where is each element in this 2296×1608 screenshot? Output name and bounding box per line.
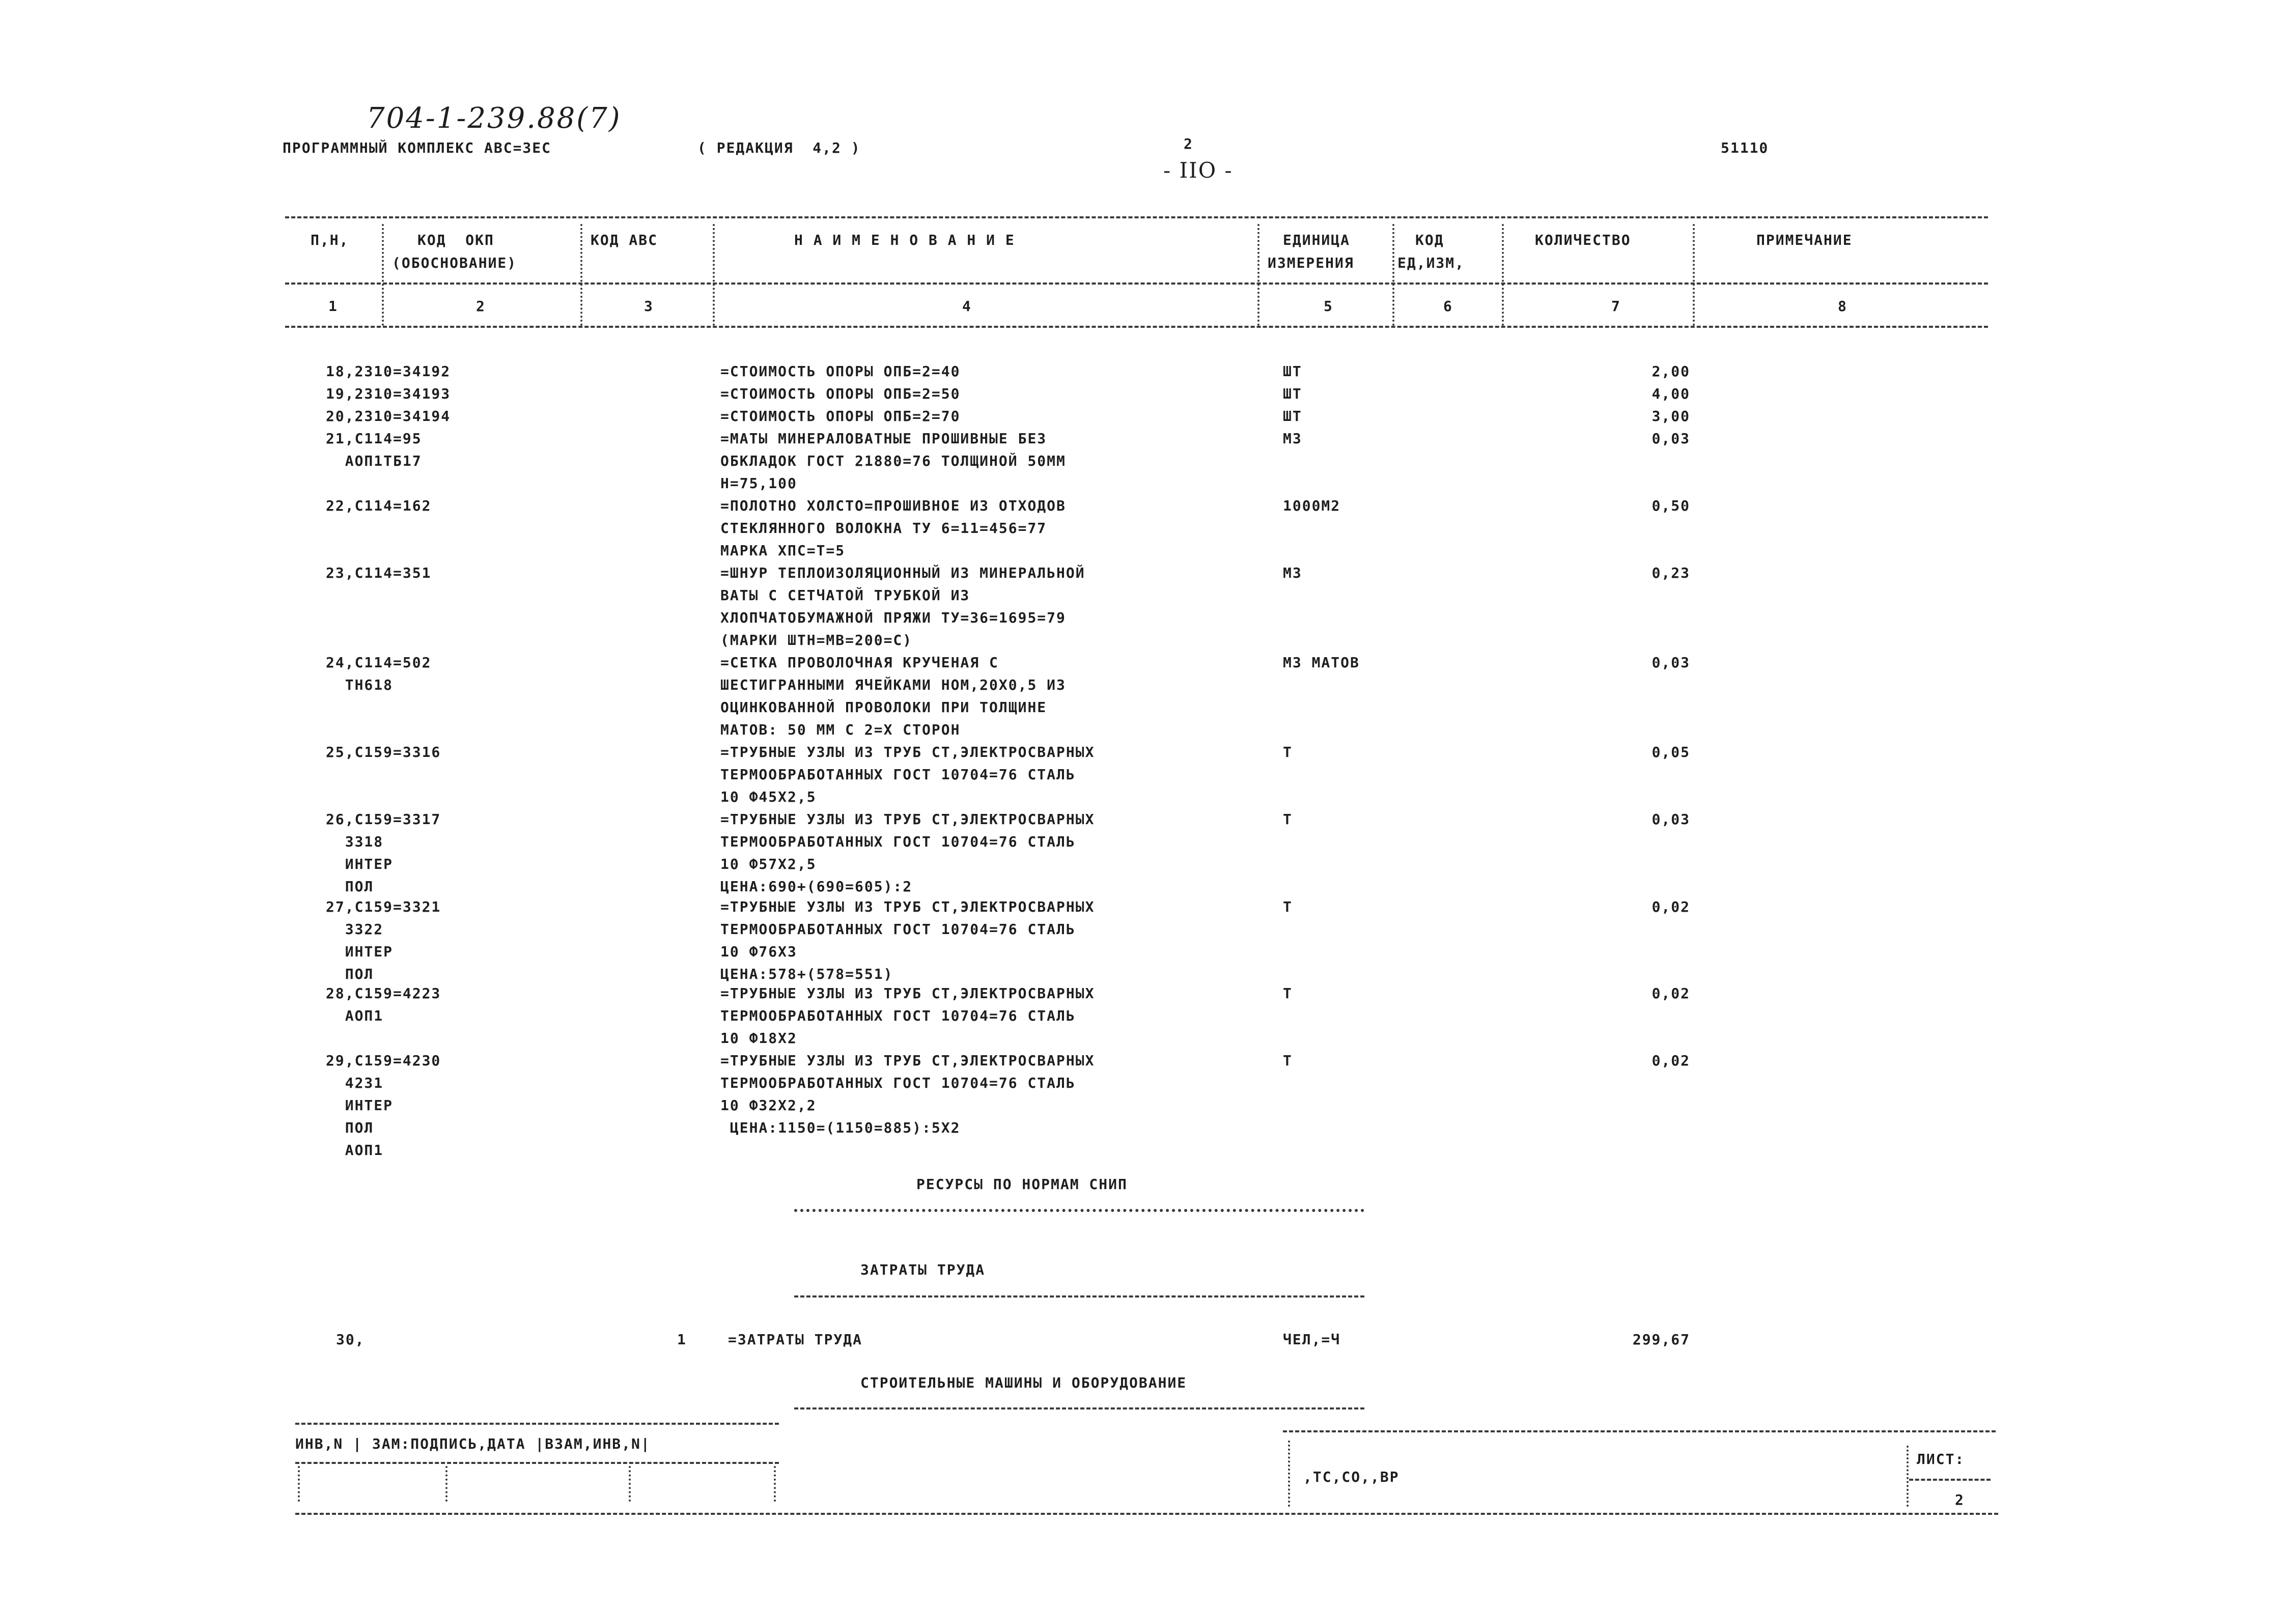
column-header-unit: ЕДИНИЦА xyxy=(1283,232,1351,248)
unit: Т xyxy=(1283,985,1293,1002)
position-code: 28,С159=4223 xyxy=(326,985,441,1002)
column-header-qty: КОЛИЧЕСТВО xyxy=(1535,232,1631,248)
position-code: 23,С114=351 xyxy=(326,565,432,581)
item-name-line: ОБКЛАДОК ГОСТ 21880=76 ТОЛЩИНОЙ 50ММ xyxy=(720,453,1066,469)
sheet-rule xyxy=(1909,1479,1991,1481)
item-name-line: ТЕРМООБРАБОТАННЫХ ГОСТ 10704=76 СТАЛЬ xyxy=(720,833,1076,850)
item-name-line: ЦЕНА:690+(690=605):2 xyxy=(720,878,913,895)
stamp-header: ИНВ,N | ЗАМ:ПОДПИСЬ,ДАТА |ВЗАМ,ИНВ,N| xyxy=(295,1435,651,1452)
quantity: 0,03 xyxy=(1651,430,1690,447)
item-name-line: МАТОВ: 50 ММ С 2=Х СТОРОН xyxy=(720,721,961,738)
quantity: 0,05 xyxy=(1651,744,1690,760)
col-sep xyxy=(1392,224,1394,326)
column-header-note: ПРИМЕЧАНИЕ xyxy=(1756,232,1853,248)
item-name: =ЗАТРАТЫ ТРУДА xyxy=(728,1331,863,1348)
column-header-code-sub: ЕД,ИЗМ, xyxy=(1397,255,1465,271)
program-line: ПРОГРАММНЫЙ КОМПЛЕКС АВС=ЗЕС xyxy=(283,139,552,156)
item-name-line: ВАТЫ С СЕТЧАТОЙ ТРУБКОЙ ИЗ xyxy=(720,587,970,604)
unit: Т xyxy=(1283,744,1293,760)
item-name-line: ШЕСТИГРАННЫМИ ЯЧЕЙКАМИ НОМ,20Х0,5 ИЗ xyxy=(720,676,1066,693)
item-name-line: ХЛОПЧАТОБУМАЖНОЙ ПРЯЖИ ТУ=36=1695=79 xyxy=(720,609,1066,626)
item-name-line: Н=75,100 xyxy=(720,475,797,492)
column-number: 6 xyxy=(1443,298,1453,315)
item-name: =ТРУБНЫЕ УЗЛЫ ИЗ ТРУБ СТ,ЭЛЕКТРОСВАРНЫХ xyxy=(720,811,1095,828)
abc-code: 1 xyxy=(677,1331,687,1348)
col-sep xyxy=(1502,224,1504,326)
title-block-sep xyxy=(1288,1441,1290,1507)
section-rule xyxy=(794,1407,1364,1409)
sheet-label: ЛИСТ: xyxy=(1917,1451,1965,1468)
item-name: =ТРУБНЫЕ УЗЛЫ ИЗ ТРУБ СТ,ЭЛЕКТРОСВАРНЫХ xyxy=(720,898,1095,915)
column-number: 2 xyxy=(476,298,486,315)
document-number: 51110 xyxy=(1721,139,1769,156)
column-header-okp-sub: (ОБОСНОВАНИЕ) xyxy=(392,255,517,271)
unit: 1000М2 xyxy=(1283,497,1341,514)
position-basis: ПОЛ xyxy=(326,878,374,895)
col-sep xyxy=(713,224,715,326)
position-basis: ТН618 xyxy=(326,676,394,693)
column-header-okp: КОД ОКП xyxy=(417,232,494,248)
col-sep xyxy=(580,224,582,326)
position-code: 22,С114=162 xyxy=(326,497,432,514)
table-rule-top xyxy=(285,216,1988,218)
column-number: 7 xyxy=(1611,298,1621,315)
position-basis: ИНТЕР xyxy=(326,856,394,872)
quantity: 0,02 xyxy=(1651,985,1690,1002)
stamp-sep xyxy=(774,1466,776,1502)
position-basis: ПОЛ xyxy=(326,966,374,982)
item-name-line: ЦЕНА:578+(578=551) xyxy=(720,966,893,982)
unit: Т xyxy=(1283,811,1293,828)
item-name-line: 10 Ф76Х3 xyxy=(720,943,797,960)
unit: Т xyxy=(1283,1052,1293,1069)
item-name: =СЕТКА ПРОВОЛОЧНАЯ КРУЧЕНАЯ С xyxy=(720,654,999,671)
position-code: 20,2310=34194 xyxy=(326,408,451,425)
position-basis: ИНТЕР xyxy=(326,1097,394,1114)
item-name-line: (МАРКИ ШТН=МВ=200=С) xyxy=(720,632,913,648)
section-title-resources: РЕСУРСЫ ПО НОРМАМ СНИП xyxy=(916,1176,1128,1193)
unit: Т xyxy=(1283,898,1293,915)
unit: М3 xyxy=(1283,565,1302,581)
item-name-line: 10 Ф32Х2,2 xyxy=(720,1097,817,1114)
unit: ШТ xyxy=(1283,408,1302,425)
unit: М3 МАТОВ xyxy=(1283,654,1360,671)
unit: М3 xyxy=(1283,430,1302,447)
column-number: 8 xyxy=(1838,298,1847,315)
item-name: =ТРУБНЫЕ УЗЛЫ ИЗ ТРУБ СТ,ЭЛЕКТРОСВАРНЫХ xyxy=(720,744,1095,760)
stamp-rule xyxy=(295,1462,779,1464)
table-rule-numbers-bottom xyxy=(285,326,1988,328)
position-basis: ПОЛ xyxy=(326,1119,374,1136)
quantity: 2,00 xyxy=(1651,363,1690,380)
item-name-line: 10 Ф57Х2,5 xyxy=(720,856,817,872)
column-header-name: Н А И М Е Н О В А Н И Е xyxy=(794,232,1015,248)
position-basis: 3318 xyxy=(326,833,384,850)
stamp-sep xyxy=(298,1466,300,1502)
col-sep xyxy=(1257,224,1259,326)
item-name: =ПОЛОТНО ХОЛСТО=ПРОШИВНОЕ ИЗ ОТХОДОВ xyxy=(720,497,1066,514)
section-rule xyxy=(794,1295,1364,1297)
quantity: 0,50 xyxy=(1651,497,1690,514)
quantity: 0,03 xyxy=(1651,654,1690,671)
position-basis: ИНТЕР xyxy=(326,943,394,960)
position-basis: 3322 xyxy=(326,921,384,938)
title-block-rule xyxy=(1283,1430,1996,1432)
quantity: 3,00 xyxy=(1651,408,1690,425)
item-name-line: 10 Ф18Х2 xyxy=(720,1030,797,1047)
section-title-machines: СТРОИТЕЛЬНЫЕ МАШИНЫ И ОБОРУДОВАНИЕ xyxy=(860,1374,1187,1391)
item-name: =СТОИМОСТЬ ОПОРЫ ОПБ=2=70 xyxy=(720,408,961,425)
item-name: =МАТЫ МИНЕРАЛОВАТНЫЕ ПРОШИВНЫЕ БЕЗ xyxy=(720,430,1047,447)
column-number: 4 xyxy=(962,298,972,315)
position-code: 21,С114=95 xyxy=(326,430,422,447)
stamp-rule xyxy=(295,1423,779,1425)
column-header-pn: П,Н, xyxy=(311,232,349,248)
column-number: 5 xyxy=(1324,298,1333,315)
quantity: 0,03 xyxy=(1651,811,1690,828)
position-code: 27,С159=3321 xyxy=(326,898,441,915)
position-code: 30, xyxy=(336,1331,365,1348)
quantity: 0,02 xyxy=(1651,1052,1690,1069)
item-name: =ТРУБНЫЕ УЗЛЫ ИЗ ТРУБ СТ,ЭЛЕКТРОСВАРНЫХ xyxy=(720,985,1095,1002)
column-header-code: КОД xyxy=(1415,232,1444,248)
item-name-line: ЦЕНА:1150=(1150=885):5Х2 xyxy=(720,1119,961,1136)
position-code: 24,С114=502 xyxy=(326,654,432,671)
position-basis: АОП1ТБ17 xyxy=(326,453,422,469)
stamp-sep xyxy=(445,1466,447,1502)
item-name-line: ТЕРМООБРАБОТАННЫХ ГОСТ 10704=76 СТАЛЬ xyxy=(720,1075,1076,1091)
quantity: 4,00 xyxy=(1651,385,1690,402)
unit: ШТ xyxy=(1283,363,1302,380)
col-sep xyxy=(1693,224,1695,326)
unit: ЧЕЛ,=Ч xyxy=(1283,1331,1341,1348)
position-basis: АОП1 xyxy=(326,1007,384,1024)
unit: ШТ xyxy=(1283,385,1302,402)
item-name-line: ТЕРМООБРАБОТАННЫХ ГОСТ 10704=76 СТАЛЬ xyxy=(720,1007,1076,1024)
position-code: 18,2310=34192 xyxy=(326,363,451,380)
quantity: 0,23 xyxy=(1651,565,1690,581)
position-code: 25,С159=3316 xyxy=(326,744,441,760)
position-code: 26,С159=3317 xyxy=(326,811,441,828)
stamp-sep xyxy=(629,1466,631,1502)
column-header-abc: КОД АВС xyxy=(591,232,658,248)
item-name-line: ТЕРМООБРАБОТАННЫХ ГОСТ 10704=76 СТАЛЬ xyxy=(720,766,1076,783)
section-rule xyxy=(794,1209,1364,1212)
sheet-sep xyxy=(1907,1446,1909,1507)
column-number: 3 xyxy=(644,298,654,315)
item-name-line: МАРКА ХПС=Т=5 xyxy=(720,542,846,559)
item-name-line: СТЕКЛЯННОГО ВОЛОКНА ТУ 6=11=456=77 xyxy=(720,520,1047,537)
sheet-number: 2 xyxy=(1955,1491,1965,1508)
position-basis: 4231 xyxy=(326,1075,384,1091)
col-sep xyxy=(382,224,384,326)
page-number: - IIO - xyxy=(1163,158,1233,183)
item-name: =СТОИМОСТЬ ОПОРЫ ОПБ=2=50 xyxy=(720,385,961,402)
page-bottom-rule xyxy=(295,1513,1998,1515)
item-name-line: ТЕРМООБРАБОТАННЫХ ГОСТ 10704=76 СТАЛЬ xyxy=(720,921,1076,938)
table-rule-header-bottom xyxy=(285,283,1988,285)
quantity: 299,67 xyxy=(1632,1331,1690,1348)
handwritten-document-code: 704-1-239.88(7) xyxy=(367,102,622,135)
section-title-labor: ЗАТРАТЫ ТРУДА xyxy=(860,1261,986,1278)
item-name: =ШНУР ТЕПЛОИЗОЛЯЦИОННЫЙ ИЗ МИНЕРАЛЬНОЙ xyxy=(720,565,1085,581)
column-header-unit-sub: ИЗМЕРЕНИЯ xyxy=(1268,255,1354,271)
position-code: 29,С159=4230 xyxy=(326,1052,441,1069)
position-basis: АОП1 xyxy=(326,1142,384,1159)
item-name-line: ОЦИНКОВАННОЙ ПРОВОЛОКИ ПРИ ТОЛЩИНЕ xyxy=(720,699,1047,716)
quantity: 0,02 xyxy=(1651,898,1690,915)
item-name: =СТОИМОСТЬ ОПОРЫ ОПБ=2=40 xyxy=(720,363,961,380)
item-name-line: 10 Ф45Х2,5 xyxy=(720,788,817,805)
page-small: 2 xyxy=(1184,135,1193,152)
column-number: 1 xyxy=(328,298,338,315)
position-code: 19,2310=34193 xyxy=(326,385,451,402)
title-block-code: ,ТС,СО,,ВР xyxy=(1303,1469,1399,1485)
edition-line: ( РЕДАКЦИЯ 4,2 ) xyxy=(697,139,861,156)
item-name: =ТРУБНЫЕ УЗЛЫ ИЗ ТРУБ СТ,ЭЛЕКТРОСВАРНЫХ xyxy=(720,1052,1095,1069)
